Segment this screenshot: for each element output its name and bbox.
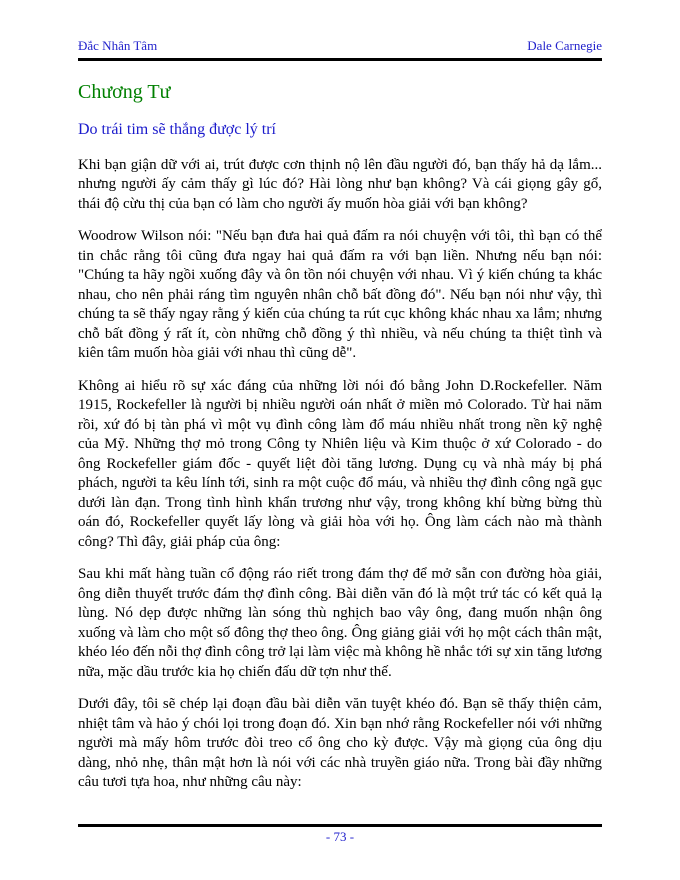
paragraph-4: Sau khi mất hàng tuần cổ động ráo riết trong đám thợ để mở sẵn con đường hòa giải, ông diễn thuyết trước đám thợ đình công. Bài diễn văn đó là một trứ tác có kết quả lạ lùng. Nó dẹp được những làn sóng thù nghịch bao vây ông, đang muốn nhận ông xuống và làm cho một số đông thợ theo ông. Ông giảng giải với họ một cách thân mật, khéo léo đến nỗi thợ đình công trở lại làm việc mà không hề nhắc tới sự xin tăng lương nữa, mặc dầu trước kia họ chiến đấu dữ tợn như thế. (78, 566, 602, 680)
chapter-subtitle: Do trái tim sẽ thắng được lý trí (78, 121, 276, 138)
page-header (78, 0, 602, 54)
paragraph-2: Woodrow Wilson nói: "Nếu bạn đưa hai quả đấm ra nói chuyện với tôi, thì bạn có thể tin chắc rằng tôi cũng đưa ngay hai quả đấm ra với bạn liền. Nhưng nếu bạn nói: "Chúng ta hãy ngồi xuống đây và ôn tồn nói chuyện với nhau. Vì ý kiến chúng ta khác nhau, cho nên phải ráng tìm nguyên nhân chỗ bất đồng đó". Nếu bạn nói như vậy, thì chúng ta sẽ thấy ngay rằng ý kiến của chúng ta rút cục không khác nhau xa lắm; nhưng chỗ bất đồng ý rất ít, còn những chỗ đồng ý thì nhiều, và nếu chúng ta thiệt tình và kiên tâm muốn hòa giải với nhau thì cũng dễ". (78, 228, 602, 362)
page-number: - 73 - (325, 829, 355, 844)
header-rule (78, 58, 602, 61)
paragraph-5: Dưới đây, tôi sẽ chép lại đoạn đầu bài diễn văn tuyệt khéo đó. Bạn sẽ thấy thiện cảm, nhiệt tâm và hảo ý chói lọi trong đoạn đó. Xin bạn nhớ rằng Rockefeller nói với những người mà mấy hôm trước đòi treo cổ ông cho kỳ được. Vậy mà giọng của ông dịu dàng, nhỏ nhẹ, thân mật hơn là nói với các nhà truyền giáo nữa. Trong bài đầy những câu tươi tựa hoa, như những câu này: (78, 696, 602, 791)
paragraph-1: Khi bạn giận dữ với ai, trút được cơn thịnh nộ lên đầu người đó, bạn thấy hả dạ lắm... nhưng người ấy cảm thấy gì lúc đó? Hài lòng như bạn không? Và cái giọng gây gổ, thái độ cừu thị của bạn có làm cho người ấy muốn hòa giải với bạn không? (78, 156, 602, 212)
chapter-title: Chương Tư (78, 81, 171, 103)
page-footer (78, 824, 602, 845)
header-book-title: Đắc Nhân Tâm (78, 38, 158, 53)
footer-rule (78, 824, 602, 827)
header-author: Dale Carnegie (527, 38, 602, 53)
body-text (78, 156, 602, 793)
paragraph-3: Không ai hiểu rõ sự xác đáng của những lời nói đó bằng John D.Rockefeller. Năm 1915, Rockefeller là người bị nhiều người oán nhất ở miền mỏ Colorado. Từ hai năm rồi, xứ đó bị tàn phá vì một vụ đình công làm đổ máu nhiều nhất trong nền kỹ nghệ của Mỹ. Những thợ mỏ trong Công ty Nhiên liệu và Kim thuộc ở xứ Colorado - do ông Rockefeller giám đốc - quyết liệt đòi tăng lương. Dụng cụ và nhà máy bị phá phách, người ta kêu lính tới, sinh ra một cuộc đổ máu, và nhiều thợ đình công ngã gục dưới làn đạn. Trong tình hình khẩn trương như vậy, trong không khí bừng bừng thù oán đó, Rockefeller quyết lấy lòng và giải hòa với họ. Ông làm cách nào mà thành công? Thì đây, giải pháp của ông: (78, 377, 602, 550)
